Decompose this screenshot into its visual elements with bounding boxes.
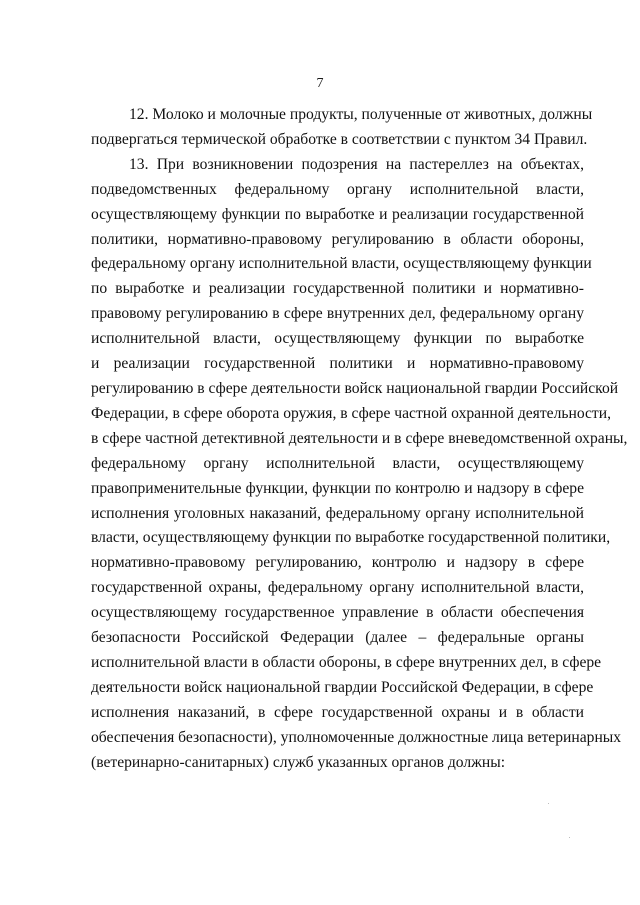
text-line: регулированию в сфере деятельности войск национальной гвардии Российской [91, 379, 619, 397]
text-line: исполнения наказаний, в сфере государственной охраны и в области [91, 703, 584, 721]
paragraph-text [91, 153, 628, 776]
page-number: 7 [316, 76, 324, 91]
text-line: деятельности войск национальной гвардии Российской Федерации, в сфере [91, 678, 594, 696]
text-line: подведомственных федеральному органу исполнительной власти, [91, 180, 584, 198]
text-line: 13. При возникновении подозрения на пастереллез на объектах, [129, 155, 584, 173]
paragraph-13 [91, 153, 628, 776]
text-line: осуществляющему функции по выработке и реализации государственной [91, 205, 584, 223]
paragraph-text [91, 103, 593, 153]
text-line: обеспечения безопасности), уполномоченные должностные лица ветеринарных [91, 728, 622, 746]
text-line: Федерации, в сфере оборота оружия, в сфере частной охранной деятельности, [91, 404, 611, 422]
text-line: по выработке и реализации государственной политики и нормативно- [91, 280, 584, 298]
text-line: правовому регулированию в сфере внутренних дел, федеральному органу [91, 305, 584, 323]
text-line: и реализации государственной политики и нормативно-правовому [91, 355, 584, 373]
text-line: исполнительной власти в области обороны, в сфере внутренних дел, в сфере [91, 653, 602, 671]
text-line: государственной охраны, федеральному органу исполнительной власти, [91, 579, 584, 597]
text-line: федеральному органу исполнительной власти, осуществляющему [91, 454, 584, 472]
text-line: нормативно-правовому регулированию, контролю и надзору в сфере [91, 554, 584, 572]
text-line: исполнения уголовных наказаний, федеральному органу исполнительной [91, 504, 584, 522]
text-line: исполнительной власти, осуществляющему функции по выработке [91, 330, 584, 348]
text-line: (ветеринарно-санитарных) служб указанных органов должны: [91, 753, 506, 771]
text-line: 12. Молоко и молочные продукты, полученные от животных, должны [129, 106, 593, 123]
scan-speck [548, 803, 549, 804]
text-line: правоприменительные функции, функции по контролю и надзору в сфере [91, 479, 584, 497]
text-line: осуществляющему государственное управление в области обеспечения [91, 604, 584, 622]
body-text [91, 103, 628, 775]
paragraph-12 [91, 103, 593, 153]
text-line: подвергаться термической обработке в соответствии с пунктом 34 Правил. [91, 130, 588, 148]
scan-speck [569, 837, 570, 838]
text-line: безопасности Российской Федерации (далее – федеральные органы [91, 629, 584, 647]
text-line: политики, нормативно-правовому регулированию в области обороны, [91, 230, 584, 248]
text-line: федеральному органу исполнительной власти, осуществляющему функции [91, 255, 592, 273]
text-line: власти, осуществляющему функции по выработке государственной политики, [91, 529, 611, 547]
text-line: в сфере частной детективной деятельности и в сфере вневедомственной охраны, [91, 429, 628, 447]
